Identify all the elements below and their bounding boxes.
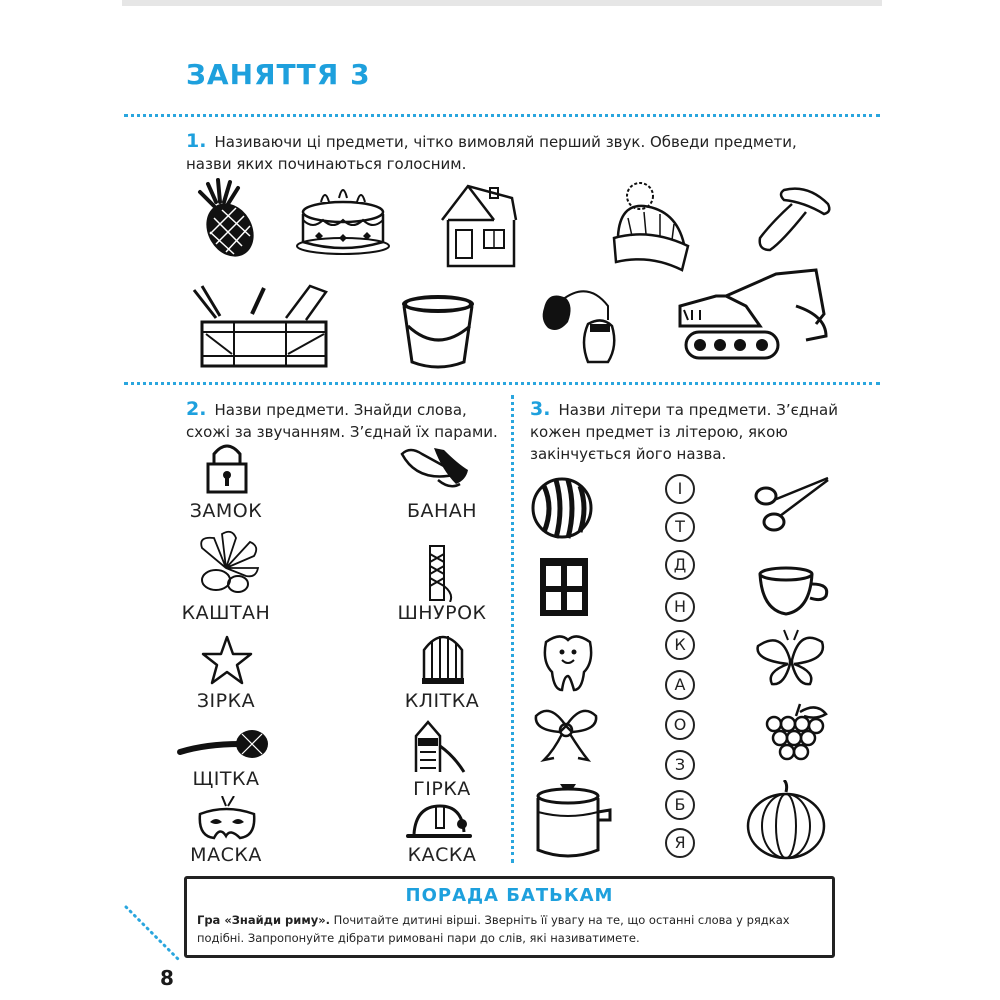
task3 xyxy=(530,398,840,465)
page-number: 8 xyxy=(160,966,174,990)
cake-icon[interactable] xyxy=(295,180,391,256)
mask-icon[interactable] xyxy=(196,796,258,842)
letter-circle[interactable]: Я xyxy=(665,828,695,858)
lock-icon[interactable] xyxy=(204,442,250,494)
task1 xyxy=(186,130,846,175)
window-icon[interactable] xyxy=(538,556,590,618)
star-icon[interactable] xyxy=(200,634,254,686)
excavator-icon[interactable] xyxy=(676,266,832,366)
word-shchitka[interactable]: ЩІТКА xyxy=(192,768,260,790)
task3-number: 3. xyxy=(530,398,551,420)
page-top-edge xyxy=(122,0,882,6)
slide-icon[interactable] xyxy=(410,716,466,774)
mushroom-icon[interactable] xyxy=(754,182,832,254)
parent-tip-box xyxy=(184,876,835,958)
ball-icon[interactable] xyxy=(530,476,594,540)
helmet-icon[interactable] xyxy=(406,802,472,840)
word-hirka[interactable]: ГІРКА xyxy=(413,778,471,800)
tip-body: Почитайте дитині вірші. Зверніть її увагу на те, що останні слова у рядках подібні. Запропонуйте дібрати римовані пари до слів, які називатимете. xyxy=(197,913,790,945)
scissors-icon[interactable] xyxy=(752,474,830,536)
task2-text: Назви предмети. Знайди слова, схожі за звучанням. З’єднай їх парами. xyxy=(186,401,498,441)
letter-circle[interactable]: Т xyxy=(665,512,695,542)
letter-circle[interactable]: І xyxy=(665,474,695,504)
chestnut-icon[interactable] xyxy=(192,528,262,594)
letter-circle[interactable]: К xyxy=(665,630,695,660)
task1-number: 1. xyxy=(186,130,207,152)
word-klitka[interactable]: КЛІТКА xyxy=(404,690,480,712)
word-maska[interactable]: МАСКА xyxy=(190,844,262,866)
house-icon[interactable] xyxy=(438,180,520,270)
corner-dots xyxy=(124,905,184,965)
task2 xyxy=(186,398,504,443)
banana-icon[interactable] xyxy=(398,440,470,494)
bow-icon[interactable] xyxy=(530,702,602,764)
pumpkin-icon[interactable] xyxy=(744,780,828,860)
letter-circle[interactable]: Б xyxy=(665,790,695,820)
word-shnurok[interactable]: ШНУРОК xyxy=(397,602,487,624)
pineapple-icon[interactable] xyxy=(186,178,266,260)
hat-icon[interactable] xyxy=(610,180,694,274)
letter-circle[interactable]: З xyxy=(665,750,695,780)
word-banan[interactable]: БАНАН xyxy=(406,500,478,522)
word-zirka[interactable]: ЗІРКА xyxy=(196,690,256,712)
cage-icon[interactable] xyxy=(420,628,466,686)
toolbox-icon[interactable] xyxy=(186,282,336,370)
tip-text xyxy=(197,911,822,947)
separator-top xyxy=(124,114,880,117)
tooth-icon[interactable] xyxy=(540,632,596,694)
task2-number: 2. xyxy=(186,398,207,420)
brush-icon[interactable] xyxy=(176,726,272,762)
task3-text: Назви літери та предмети. З’єднай кожен предмет із літерою, якою закінчується його назва. xyxy=(530,401,838,463)
task1-text: Називаючи ці предмети, чітко вимовляй перший звук. Обведи предмети, назви яких починаються голосним. xyxy=(186,133,797,173)
mittens-icon[interactable] xyxy=(538,280,622,370)
tip-bold: Гра «Знайди риму». xyxy=(197,913,331,927)
letter-circle[interactable]: О xyxy=(665,710,695,740)
letter-circle[interactable]: Н xyxy=(665,592,695,622)
lesson-title: ЗАНЯТТЯ 3 xyxy=(186,58,371,91)
tip-title: ПОРАДА БАТЬКАМ xyxy=(405,885,614,906)
pot-icon[interactable] xyxy=(526,776,612,860)
grapes-icon[interactable] xyxy=(760,702,830,766)
bucket-icon[interactable] xyxy=(398,292,480,370)
letter-circle[interactable]: А xyxy=(665,670,695,700)
separator-middle xyxy=(124,382,880,385)
butterfly-icon[interactable] xyxy=(748,628,832,690)
shoelace-icon[interactable] xyxy=(420,544,460,602)
cup-icon[interactable] xyxy=(756,564,832,620)
word-kaska[interactable]: КАСКА xyxy=(407,844,477,866)
word-kashtan[interactable]: КАШТАН xyxy=(181,602,271,624)
word-zamok[interactable]: ЗАМОК xyxy=(189,500,263,522)
letter-circle[interactable]: Д xyxy=(665,550,695,580)
